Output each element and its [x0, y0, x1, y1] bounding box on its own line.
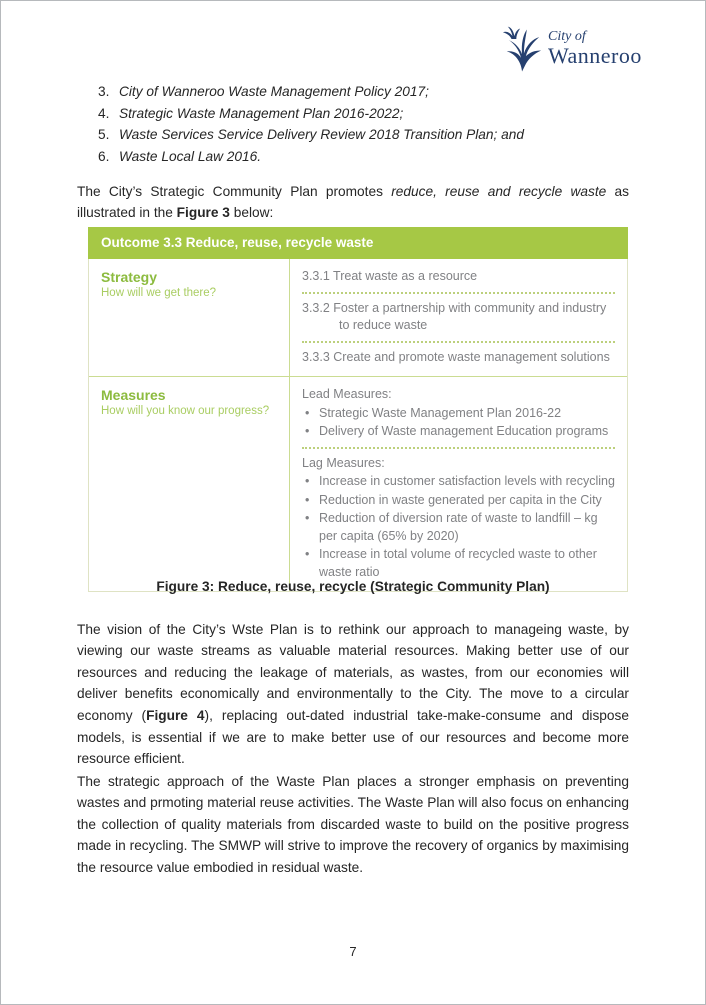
outcome-table — [88, 227, 628, 592]
outcome-table-body — [88, 259, 628, 592]
lead-measure-item: • Strategic Waste Management Plan 2016-22 — [302, 405, 615, 423]
paragraph1-post: ), replacing out-dated industrial take-make-consume and dispose models, is essential if we are to make better use of our resources and become more resource efficient. — [77, 708, 629, 767]
paragraph1-pre: The vision of the City’s Wste Plan is to rethink our approach to manageing waste, by viewing our waste streams as valuable material resources. Making better use of our resources and reducing the leakage of materials, as wastes, from our economies will deliver benefits economically and environmentally to the City. The move to a circular economy ( — [77, 621, 629, 724]
logo-city-of: City of — [548, 29, 586, 44]
outcome-table-header: Outcome 3.3 Reduce, reuse, recycle waste — [88, 227, 628, 259]
body-paragraph-1 — [77, 619, 629, 770]
lag-measures-title: Lag Measures: — [302, 455, 385, 470]
list-item — [98, 103, 628, 125]
measures-label: Measures — [101, 387, 166, 403]
list-item — [98, 124, 628, 146]
list-item-number: 4. — [98, 105, 110, 121]
logo-wanneroo: Wanneroo — [548, 43, 642, 68]
lead-measures-title: Lead Measures: — [302, 387, 392, 401]
list-item-number: 6. — [98, 148, 110, 164]
intro-pre: The City’s Strategic Community Plan promotes — [77, 183, 392, 199]
list-item-text: Waste Local Law 2016. — [119, 148, 262, 164]
list-item-text: City of Wanneroo Waste Management Policy 2017; — [119, 84, 429, 99]
strategy-question: How will we get there? — [101, 287, 217, 299]
strategy-label: Strategy — [101, 269, 158, 285]
page-number: 7 — [349, 944, 357, 959]
measures-row — [89, 376, 627, 591]
intro-mid: as illustrated in the — [77, 183, 629, 221]
lag-measure-item: • Reduction of diversion rate of waste to landfill – kg per capita (65% by 2020) — [302, 510, 615, 545]
strategy-label-cell — [89, 259, 290, 376]
dotted-divider — [302, 341, 615, 343]
reference-list — [98, 81, 628, 167]
strategy-item: 3.3.2 Foster a partnership with community and industry to reduce waste — [302, 300, 607, 332]
dotted-divider — [302, 292, 615, 294]
measures-question: How will you know our progress? — [101, 405, 270, 417]
intro-post: below: — [229, 205, 274, 221]
lag-measure-item: • Reduction in waste generated per capita in the City — [302, 492, 615, 510]
logo-wordmark — [548, 26, 642, 67]
strategy-row — [89, 259, 627, 376]
figure-4-reference: Figure 4 — [146, 708, 205, 724]
intro-emphasis: reduce, reuse and recycle waste — [391, 183, 607, 199]
strategy-item: 3.3.1 Treat waste as a resource — [302, 269, 478, 283]
list-item-text: Strategic Waste Management Plan 2016-2022; — [119, 105, 404, 121]
figure-3-reference: Figure 3 — [176, 205, 230, 221]
list-item-number: 3. — [98, 84, 110, 99]
body-paragraph-2: The strategic approach of the Waste Plan places a stronger emphasis on preventing wastes and prmoting material reuse activities. The Waste Plan will also focus on enhancing the collection of quality materials from discarded waste to build on the positive progress made in recycling. The SMWP will strive to improve the recovery of organics by maximising the resource value embodied in residual waste. — [77, 773, 629, 876]
intro-paragraph — [77, 181, 629, 224]
lag-measure-item: • Increase in total volume of recycled waste to other waste ratio — [302, 546, 615, 581]
strategy-content-cell — [290, 259, 627, 376]
list-item-number: 5. — [98, 127, 110, 142]
strategy-item: 3.3.3 Create and promote waste management solutions — [302, 349, 610, 364]
dotted-divider — [302, 447, 615, 449]
measures-content-cell — [290, 377, 627, 591]
lag-measure-item: • Increase in customer satisfaction levels with recycling — [302, 473, 615, 491]
city-of-wanneroo-logo — [502, 26, 642, 73]
list-item — [98, 81, 628, 103]
measures-label-cell — [89, 377, 290, 591]
list-item — [98, 146, 628, 168]
list-item-text: Waste Services Service Delivery Review 2018 Transition Plan; and — [119, 127, 524, 142]
lead-measure-item: • Delivery of Waste management Education programs — [302, 423, 615, 441]
kangaroo-paw-plant-icon — [502, 26, 544, 73]
figure-3-caption: Figure 3: Reduce, reuse, recycle (Strategic Community Plan) — [156, 579, 550, 594]
